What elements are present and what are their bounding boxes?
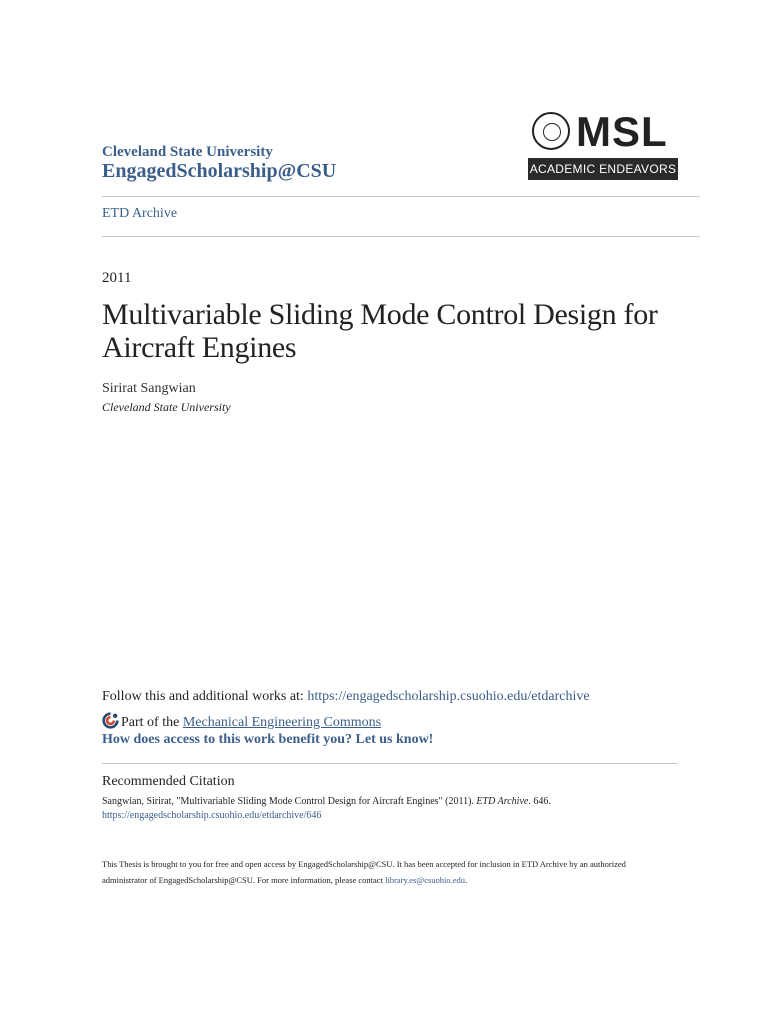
divider (102, 196, 700, 197)
notice-end: . (465, 875, 468, 885)
follow-label: Follow this and additional works at: (102, 689, 308, 704)
publication-year: 2011 (102, 270, 132, 286)
author-name: Sirirat Sangwian (102, 381, 196, 396)
logo-wordmark: MSL (576, 108, 668, 155)
repository-name[interactable]: EngagedScholarship@CSU (102, 160, 337, 182)
follow-line (102, 689, 590, 705)
network-commons-icon (102, 712, 119, 729)
university-seal-icon (532, 112, 570, 150)
citation-main: Sangwian, Sirirat, "Multivariable Sliding Mode Control Design for Aircraft Engines" (2011). (102, 796, 477, 807)
part-of-line (102, 712, 381, 731)
follow-url-link[interactable]: https://engagedscholarship.csuohio.edu/etdarchive (307, 689, 590, 704)
divider (102, 236, 700, 237)
author-affiliation: Cleveland State University (102, 400, 231, 414)
citation-number: . 646. (528, 796, 551, 807)
contact-email-link[interactable]: library.es@csuohio.edu (385, 875, 466, 885)
access-notice (102, 856, 662, 888)
divider (102, 763, 678, 764)
access-feedback-link[interactable]: How does access to this work benefit you? Let us know! (102, 732, 434, 747)
logo-tagline: ACADEMIC ENDEAVORS (528, 158, 678, 180)
msl-logo[interactable] (528, 108, 678, 180)
part-of-label: Part of the (121, 715, 183, 730)
citation-series: ETD Archive (476, 796, 529, 807)
paper-title: Multivariable Sliding Mode Control Design for Aircraft Engines (102, 298, 658, 364)
collection-link[interactable]: ETD Archive (102, 206, 178, 221)
university-name[interactable]: Cleveland State University (102, 144, 273, 160)
citation-text (102, 796, 551, 807)
citation-heading: Recommended Citation (102, 774, 235, 789)
citation-url-link[interactable]: https://engagedscholarship.csuohio.edu/etdarchive/646 (102, 810, 322, 821)
notice-text: This Thesis is brought to you for free and open access by EngagedScholarship@CSU. It has been accepted for inclusion in ETD Archive by an authorized administrator of EngagedScholarship@CSU. For more information, please contact (102, 859, 626, 885)
mechanical-engineering-commons-link[interactable]: Mechanical Engineering Commons (182, 715, 382, 730)
